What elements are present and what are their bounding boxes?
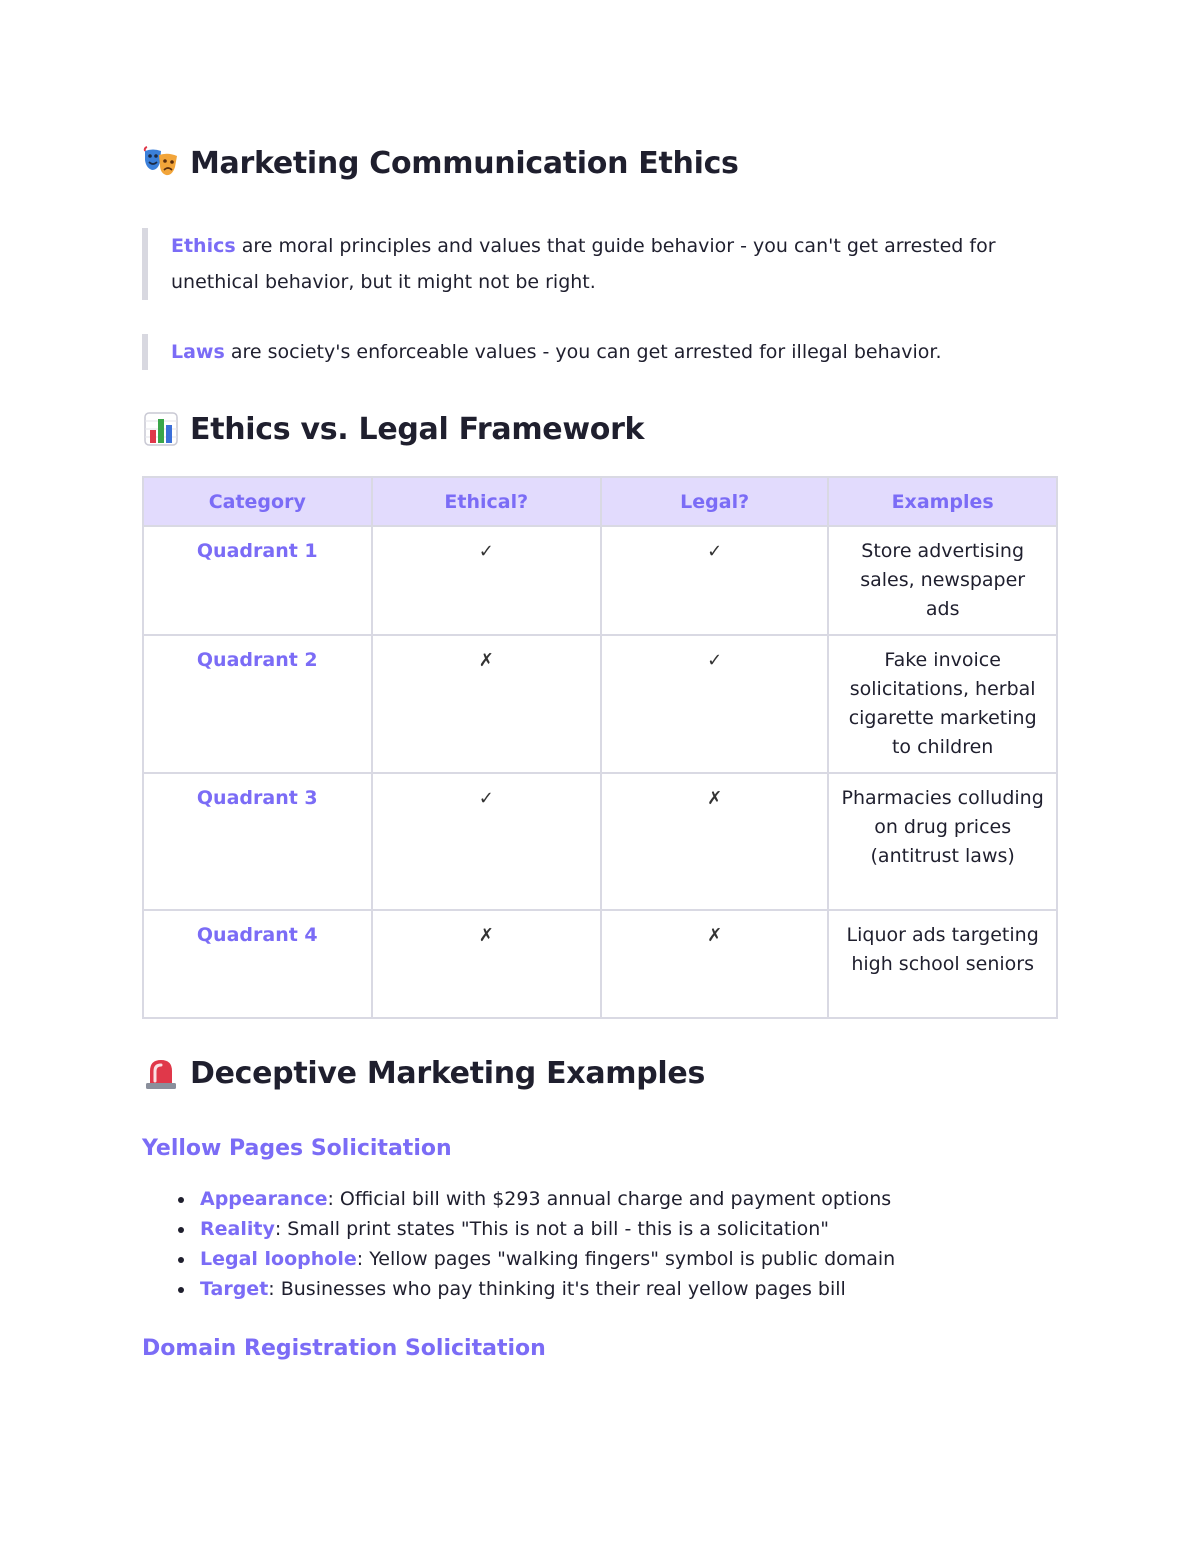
subheading-yellow-pages: Yellow Pages Solicitation [142,1136,452,1161]
theater-masks-icon [142,144,180,182]
subheading-domain-registration: Domain Registration Solicitation [142,1336,546,1361]
column-header-legal: Legal? [601,477,828,526]
list-item-text: : Yellow pages "walking fingers" symbol is public domain [356,1248,896,1270]
column-header-category: Category [143,477,372,526]
quote-text: are moral principles and values that guide behavior - you can't get arrested for unethical behavior, but it might not be right. [171,235,996,293]
bar-chart-icon [142,410,180,448]
cell-legal: ✓ [601,526,828,635]
term-ethics: Ethics [171,235,236,257]
section-title: Ethics vs. Legal Framework [190,411,645,447]
section-heading-framework [142,410,644,448]
list-item-text: : Small print states "This is not a bill - this is a solicitation" [274,1218,829,1240]
cell-category: Quadrant 4 [143,910,372,1018]
table-row [143,910,1057,1018]
list-item [170,1244,895,1274]
list-item-label: Target [200,1278,269,1300]
table-row [143,526,1057,635]
cell-legal: ✓ [601,635,828,773]
list-item [170,1274,895,1304]
cell-ethical: ✗ [372,635,601,773]
cell-legal: ✗ [601,910,828,1018]
cell-category: Quadrant 1 [143,526,372,635]
cell-ethical: ✓ [372,773,601,910]
cell-ethical: ✓ [372,526,601,635]
cell-category: Quadrant 2 [143,635,372,773]
quote-text: are society's enforceable values - you can get arrested for illegal behavior. [224,341,942,363]
table-header-row [143,477,1057,526]
table-row [143,635,1057,773]
list-item-label: Legal loophole [200,1248,357,1270]
list-item [170,1214,895,1244]
list-item [170,1184,895,1214]
section-title: Marketing Communication Ethics [190,145,739,181]
cell-examples: Store advertising sales, newspaper ads [828,526,1057,635]
siren-icon [142,1054,180,1092]
section-heading-ethics [142,144,739,182]
cell-examples: Liquor ads targeting high school seniors [828,910,1057,1018]
blockquote-ethics [142,228,1058,300]
yellow-pages-list [170,1184,895,1304]
table-row [143,773,1057,910]
term-laws: Laws [171,341,225,363]
cell-category: Quadrant 3 [143,773,372,910]
section-heading-deceptive [142,1054,705,1092]
cell-ethical: ✗ [372,910,601,1018]
cell-examples: Fake invoice solicitations, herbal cigarette marketing to children [828,635,1057,773]
list-item-label: Reality [200,1218,275,1240]
ethics-legal-table [142,476,1058,1019]
blockquote-laws [142,334,1058,370]
section-title: Deceptive Marketing Examples [190,1055,706,1091]
list-item-text: : Official bill with $293 annual charge and payment options [327,1188,892,1210]
cell-legal: ✗ [601,773,828,910]
column-header-ethical: Ethical? [372,477,601,526]
list-item-text: : Businesses who pay thinking it's their real yellow pages bill [268,1278,846,1300]
cell-examples: Pharmacies colluding on drug prices (antitrust laws) [828,773,1057,910]
list-item-label: Appearance [200,1188,328,1210]
column-header-examples: Examples [828,477,1057,526]
